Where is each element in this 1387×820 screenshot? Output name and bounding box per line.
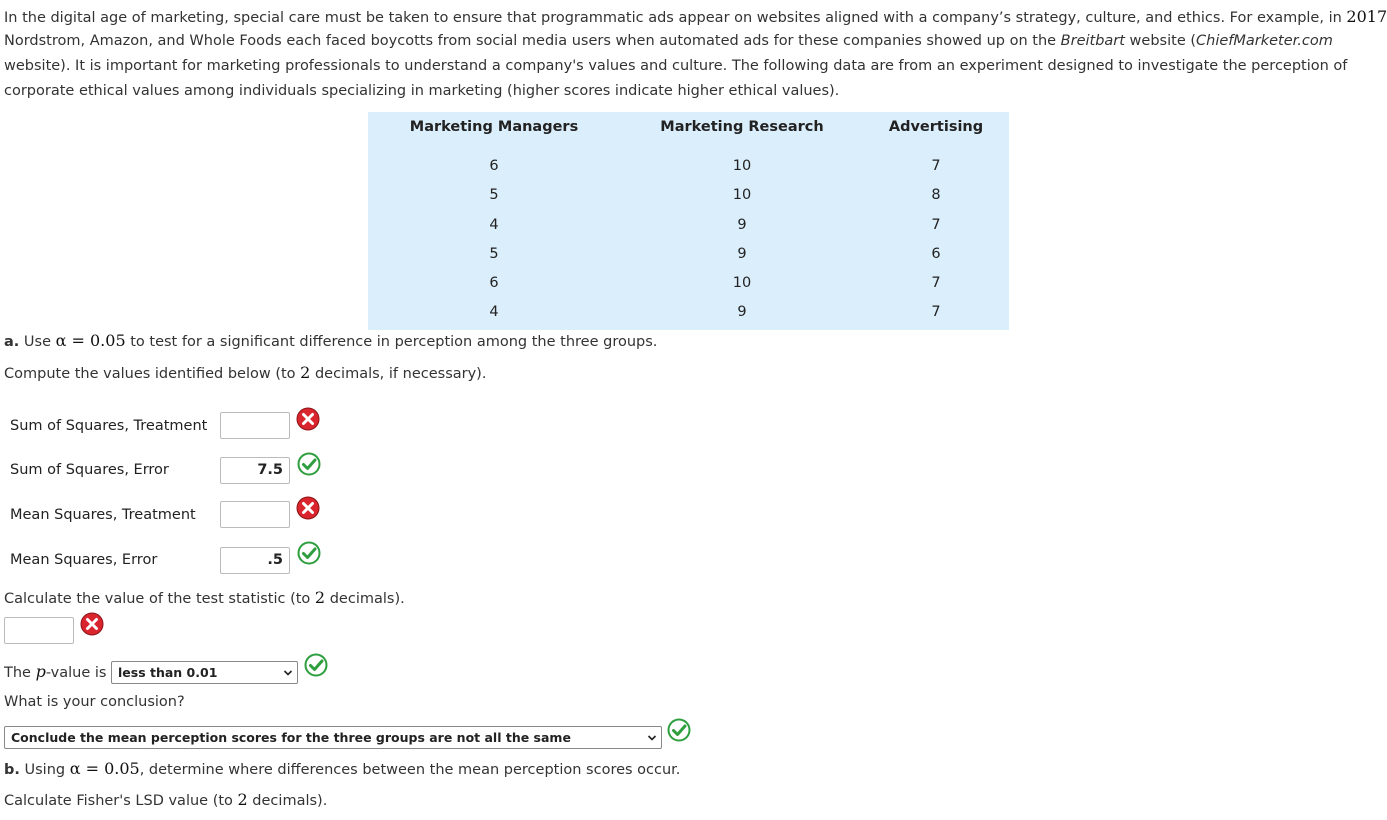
compute-text-a: Compute the values identified below (to	[4, 366, 301, 382]
part-a-text: to test for a significant difference in perception among the three groups.	[125, 334, 658, 350]
conclusion-question: What is your conclusion?	[4, 694, 185, 710]
table-cell: 7	[931, 158, 941, 174]
correct-check-icon	[667, 718, 691, 742]
decimals-count: 2	[300, 363, 311, 382]
part-b-question	[4, 759, 680, 778]
p-value-selected: less than 0.01	[118, 665, 218, 680]
table-cell: 7	[931, 275, 941, 291]
intro-site-name: Breitbart	[1060, 33, 1125, 49]
chevron-down-icon	[647, 733, 657, 743]
intro-year: 2017	[1346, 7, 1387, 26]
table-cell: 10	[732, 158, 752, 174]
ms-treatment-label: Mean Squares, Treatment	[10, 507, 196, 523]
part-a-question	[4, 331, 657, 350]
compute-instruction	[4, 363, 486, 382]
correct-check-icon	[297, 541, 321, 565]
p-value-prefix: The	[4, 665, 36, 681]
table-cell: 5	[489, 246, 499, 262]
compute-text-b: decimals, if necessary).	[310, 366, 487, 382]
column-header-advertising: Advertising	[888, 119, 984, 135]
intro-line-2b: website (	[1124, 33, 1197, 49]
table-cell: 7	[931, 217, 941, 233]
ms-error-label: Mean Squares, Error	[10, 552, 158, 568]
part-a-use: Use	[19, 334, 56, 350]
decimals-count: 2	[314, 588, 326, 607]
data-table	[368, 112, 1009, 330]
p-value-label	[4, 662, 106, 681]
table-cell: 5	[489, 187, 499, 203]
incorrect-icon	[80, 612, 104, 636]
decimals-count: 2	[237, 790, 248, 809]
table-cell: 4	[489, 217, 499, 233]
ms-treatment-input[interactable]	[220, 501, 290, 528]
p-symbol: p	[35, 662, 46, 681]
table-cell: 10	[732, 187, 752, 203]
test-statistic-input[interactable]	[4, 617, 74, 644]
intro-line-2: Nordstrom, Amazon, and Whole Foods each faced boycotts from social media users when automated ads for these companies showed up on the	[4, 33, 1061, 49]
part-b-using: Using	[19, 762, 70, 778]
ss-error-input[interactable]: 7.5	[220, 457, 290, 484]
intro-line-3: website). It is important for marketing professionals to understand a company's values and culture. The following data are from an experiment designed to investigate the perception of	[4, 58, 1348, 74]
part-b-text: , determine where differences between the mean perception scores occur.	[139, 762, 681, 778]
table-cell: 6	[489, 158, 499, 174]
correct-check-icon	[297, 452, 321, 476]
table-cell: 8	[931, 187, 941, 203]
test-stat-text-a: Calculate the value of the test statistic (to	[4, 591, 315, 607]
column-header-managers: Marketing Managers	[409, 119, 579, 135]
p-value-suffix: -value is	[45, 665, 107, 681]
table-cell: 4	[489, 304, 499, 320]
table-cell: 6	[931, 246, 941, 262]
ss-treatment-input[interactable]	[220, 412, 290, 439]
table-cell: 7	[931, 304, 941, 320]
intro-line-1: In the digital age of marketing, special care must be taken to ensure that programmatic ads appear on websites aligned with a company’s strategy, culture, and ethics. For example, in	[4, 10, 1347, 26]
ss-treatment-label: Sum of Squares, Treatment	[10, 418, 208, 434]
part-b-label: b.	[4, 762, 20, 778]
ss-error-label: Sum of Squares, Error	[10, 462, 169, 478]
column-header-research: Marketing Research	[660, 119, 824, 135]
conclusion-selected: Conclude the mean perception scores for the three groups are not all the same	[11, 730, 571, 745]
correct-check-icon	[304, 653, 328, 677]
table-cell: 6	[489, 275, 499, 291]
table-cell: 9	[737, 246, 747, 262]
lsd-text-b: decimals).	[247, 793, 328, 809]
intro-line-4: corporate ethical values among individuals specializing in marketing (higher scores indicate higher ethical values).	[4, 83, 840, 99]
ms-error-input[interactable]: .5	[220, 547, 290, 574]
conclusion-select[interactable]	[4, 726, 662, 749]
alpha-expression: α = 0.05	[69, 759, 140, 778]
lsd-instruction	[4, 790, 327, 809]
incorrect-icon	[296, 496, 320, 520]
intro-paragraph	[4, 4, 1387, 104]
test-stat-text-b: decimals).	[325, 591, 405, 607]
table-cell: 10	[732, 275, 752, 291]
alpha-expression: α = 0.05	[55, 331, 126, 350]
table-cell: 9	[737, 217, 747, 233]
test-statistic-instruction	[4, 588, 405, 607]
incorrect-icon	[296, 407, 320, 431]
table-cell: 9	[737, 304, 747, 320]
chevron-down-icon	[283, 668, 293, 678]
intro-source: ChiefMarketer.com	[1196, 33, 1333, 49]
lsd-text-a: Calculate Fisher's LSD value (to	[4, 793, 238, 809]
part-a-label: a.	[4, 334, 20, 350]
p-value-select[interactable]	[111, 661, 298, 684]
